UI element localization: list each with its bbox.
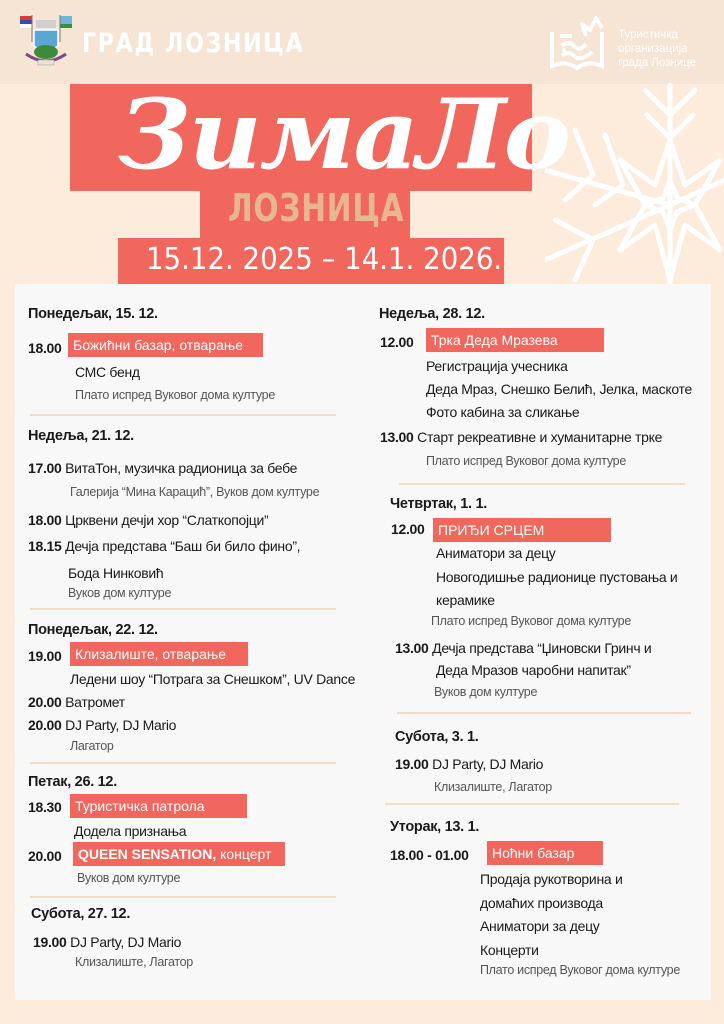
event-venue: Плато испред Вуковог дома културе <box>480 963 680 977</box>
festival-dates: 15.12. 2025 – 14.1. 2026. <box>146 242 503 277</box>
event-highlight: Ноћни базар <box>487 841 603 865</box>
day-block <box>390 496 487 512</box>
event-row <box>28 538 300 554</box>
event-title: Ледени шоу “Потрага за Снешком”, UV Dance <box>70 671 356 687</box>
book-mountain-wave-icon <box>546 14 608 74</box>
day-block <box>395 729 479 745</box>
event-title: Концерти <box>480 942 539 958</box>
event-title: Аниматори за децу <box>436 545 556 561</box>
day-title: Четвртак, 1. 1. <box>390 496 487 512</box>
day-block <box>28 306 158 322</box>
event-highlight <box>73 842 285 866</box>
day-title: Петак, 26. 12. <box>28 774 117 790</box>
day-title: Недеља, 21. 12. <box>28 428 134 444</box>
event-highlight: Трка Деда Мразева <box>426 328 604 352</box>
day-block <box>390 819 479 835</box>
event-time: 13.00 <box>380 429 414 445</box>
event-title-bold: QUEEN SENSATION, <box>78 846 217 862</box>
festival-title: ЗимаЛо <box>118 78 569 191</box>
event-title: DJ Party, DJ Mario <box>65 717 177 733</box>
event-time: 13.00 <box>395 640 429 656</box>
tourist-org-line-2: организација <box>618 43 688 55</box>
day-title: Понедељак, 15. 12. <box>28 306 158 322</box>
divider <box>30 608 336 610</box>
event-highlight: Туристичка патрола <box>70 794 247 818</box>
day-block <box>31 906 130 922</box>
event-row <box>28 717 176 733</box>
snowflake-icon <box>545 80 724 290</box>
event-venue: Вуков дом културе <box>434 685 538 699</box>
event-highlight: Божићни базар, отварање <box>68 333 263 357</box>
divider <box>30 414 336 416</box>
event-title: Дечја представа “Баш би било фино”, <box>65 538 301 554</box>
event-title: СМС бенд <box>75 364 140 380</box>
divider <box>399 483 685 485</box>
event-title: Деда Мраз, Снешко Белић, Јелка, маскоте <box>426 381 692 397</box>
event-time: 20.00 <box>28 717 62 733</box>
event-time: 20.00 <box>28 694 62 710</box>
event-highlight: ПРИЂИ СРЦЕМ <box>433 518 611 542</box>
city-coat-of-arms-icon <box>18 12 74 68</box>
event-title: концерт <box>220 846 272 862</box>
event-title: Бода Нинковић <box>68 565 164 581</box>
day-title: Уторак, 13. 1. <box>390 819 480 835</box>
tourist-org-line-1: Туристичка <box>618 29 678 41</box>
city-name: ГРАД ЛОЗНИЦА <box>82 28 305 59</box>
event-venue: Вуков дом културе <box>77 871 181 885</box>
event-venue: Плато испред Вуковог дома културе <box>75 388 275 402</box>
day-title: Субота, 3. 1. <box>395 729 479 745</box>
day-block <box>28 428 134 444</box>
event-time: 18.15 <box>28 538 62 554</box>
day-title: Субота, 27. 12. <box>31 906 131 922</box>
event-title: DJ Party, DJ Mario <box>70 934 182 950</box>
event-title: Додела признања <box>74 823 187 839</box>
event-venue: Клизалиште, Лагатор <box>434 780 552 794</box>
event-time: 19.00 <box>28 648 62 664</box>
event-venue: Галерија “Мина Карацић”, Вуков дом културе <box>70 485 320 499</box>
event-time: 18.00 <box>28 512 62 528</box>
divider <box>30 762 336 764</box>
event-row <box>395 756 543 772</box>
divider <box>385 803 679 805</box>
event-row <box>28 512 268 528</box>
event-title: Продаја рукотворина и <box>480 871 623 887</box>
event-title: Новогодишње радионице пустовања и <box>436 569 678 585</box>
event-time: 19.00 <box>395 756 429 772</box>
event-title: керамике <box>436 592 495 608</box>
event-title: Дечја представа “Џиновски Гринч и <box>432 640 652 656</box>
event-row <box>28 694 125 710</box>
divider <box>30 896 336 898</box>
event-title: DJ Party, DJ Mario <box>432 756 544 772</box>
tourist-org-line-3: града Лознице <box>618 57 697 69</box>
event-title: Ватромет <box>65 694 125 710</box>
event-time: 12.00 <box>380 334 414 350</box>
festival-city: ЛОЗНИЦА <box>228 186 405 230</box>
event-title: Старт рекреативне и хуманитарне трке <box>417 429 663 445</box>
day-title: Понедељак, 22. 12. <box>28 622 158 638</box>
event-title: Регистрација учесника <box>426 358 568 374</box>
event-venue: Вуков дом културе <box>68 586 172 600</box>
day-block <box>379 306 485 322</box>
event-time: 18.00 <box>28 340 62 356</box>
day-title: Недеља, 28. 12. <box>379 306 485 322</box>
event-title: Фото кабина за сликање <box>426 404 580 420</box>
event-venue: Плато испред Вуковог дома културе <box>431 614 631 628</box>
event-time: 18.00 - 01.00 <box>390 847 469 863</box>
day-block <box>28 774 117 790</box>
event-title: домаћих производа <box>480 895 603 911</box>
event-time: 17.00 <box>28 460 62 476</box>
event-title: Црквени дечји хор “Слаткопојци” <box>65 512 269 528</box>
event-time: 20.00 <box>28 848 62 864</box>
event-time: 18.30 <box>28 799 62 815</box>
event-title: Деда Мразов чаробни напитак” <box>436 662 631 678</box>
program-panel <box>15 284 711 1000</box>
event-venue: Плато испред Вуковог дома културе <box>426 454 626 468</box>
event-row <box>380 429 662 445</box>
event-title: Аниматори за децу <box>480 918 600 934</box>
day-block <box>28 622 158 638</box>
tourist-organization-name <box>618 28 696 70</box>
event-title: ВитаТон, музичка радионица за бебе <box>65 460 298 476</box>
event-venue: Клизалиште, Лагатор <box>75 955 193 969</box>
divider <box>397 712 691 714</box>
event-time: 12.00 <box>391 521 425 537</box>
event-row <box>28 460 297 476</box>
event-row <box>33 934 181 950</box>
event-row <box>395 640 651 656</box>
event-highlight: Клизалиште, отварање <box>70 642 248 666</box>
event-time: 19.00 <box>33 934 67 950</box>
event-venue: Лагатор <box>70 739 114 753</box>
